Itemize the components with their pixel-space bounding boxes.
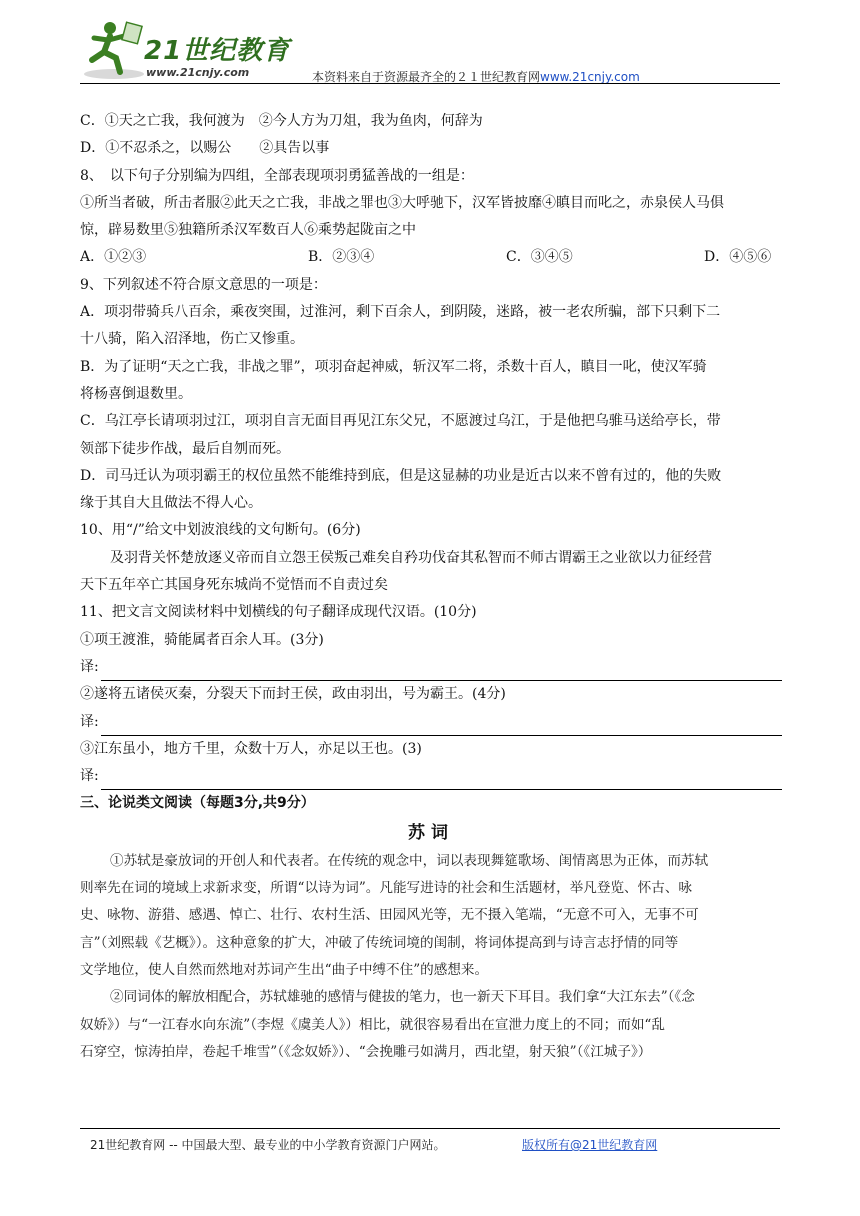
q8-option-d: D．④⑤⑥ [704,249,772,266]
q10-stem: 10、用“/”给文中划波浪线的文句断句。(6分) [80,522,361,539]
logo-url: www.21cnjy.com [146,66,250,79]
article-paragraph-1: ①苏轼是豪放词的开创人和代表者。在传统的观念中，词以表现舞筵歌场、闺情离思为正体，而苏轼 [110,852,709,869]
q11-sentence-2: ②遂将五诸侯灭秦，分裂天下而封王侯，政由羽出，号为霸王。(4分) [80,686,506,703]
q8-stem: 8、 以下句子分别编为四组，全部表现项羽勇猛善战的一组是： [80,167,474,184]
q11-answer-1[interactable] [80,654,782,681]
q8-text-line: 惊，辟易数里⑤独籍所杀汉军数百人⑥乘势起陇亩之中 [80,222,416,239]
q10-passage-cont: 天下五年卒亡其国身死东城尚不觉悟而不自责过矣 [80,577,388,594]
runner-logo-icon [80,18,150,82]
header-note-link[interactable]: www.21cnjy.com [540,70,640,84]
q9-option-d: D．司马迁认为项羽霸王的权位虽然不能维持到底，但是这显赫的功业是近古以来不曾有过的，他的失败 [80,467,722,484]
header-note-text: 本资料来自于资源最齐全的２１世纪教育网 [312,70,541,84]
q11-answer-3[interactable] [80,763,782,790]
article-paragraph-2-cont: 石穿空，惊涛拍岸，卷起千堆雪”（《念奴娇》）、“会挽雕弓如满月，西北望，射天狼”（《江城子》） [80,1043,652,1060]
answer-blank[interactable] [101,771,782,790]
article-paragraph-1-cont: 史、咏物、游猎、感遇、悼亡、壮行、农村生活、田园风光等，无不摄入笔端，“无意不可入，无事不可 [80,907,699,924]
article-paragraph-2: ②同词体的解放相配合，苏轼雄驰的感情与健拔的笔力，也一新天下耳目。我们拿“大江东去”（《念 [110,989,695,1006]
logo-wordmark: 21世纪教育 [144,36,291,66]
section-3-title: 三、论说类文阅读（每题3分,共9分） [80,795,315,812]
page-footer [90,1136,658,1153]
q9-option-a: A．项羽带骑兵八百余，乘夜突围，过淮河，剩下百余人，到阴陵，迷路，被一老农所骗，部下只剩下二 [80,304,721,321]
answer-label: 译: [80,768,99,785]
answer-blank[interactable] [101,662,782,681]
q10-passage: 及羽背关怀楚放逐义帝而自立怨王侯叛己难矣自矜功伐奋其私智而不师古谓霸王之业欲以力征经营 [110,549,712,566]
q11-answer-2[interactable] [80,709,782,736]
answer-label: 译: [80,658,99,675]
answer-label: 译: [80,713,99,730]
document-body [80,108,782,1066]
q8-option-b: B．②③④ [308,249,375,266]
q8-text-line: ①所当者破，所击者服②此天之亡我，非战之罪也③大呼驰下，汉军皆披靡④瞋目而叱之，赤泉侯人马俱 [80,194,724,211]
q8-option-a: A．①②③ [80,249,147,266]
footer-divider [80,1128,780,1129]
q9-option-d-cont: 缘于其自大且做法不得人心。 [80,495,262,512]
header-divider [80,83,780,84]
site-logo [80,18,300,84]
q9-option-c-cont: 领部下徒步作战，最后自刎而死。 [80,440,290,457]
q7-option-c: C．①天之亡我，我何渡为 ②今人方为刀俎，我为鱼肉，何辞为 [80,113,483,129]
article-paragraph-2-cont: 奴娇》）与“一江春水向东流”（李煜《虞美人》）相比，就很容易看出在宣泄力度上的不同；而如“乱 [80,1016,665,1033]
footer-copyright-link[interactable]: 版权所有@21世纪教育网 [522,1138,658,1152]
q9-option-a-cont: 十八骑，陷入沼泽地，伤亡又惨重。 [80,331,304,348]
q9-stem: 9、下列叙述不符合原文意思的一项是： [80,276,327,293]
q11-sentence-1: ①项王渡淮，骑能属者百余人耳。(3分) [80,631,324,648]
footer-text: 21世纪教育网 -- 中国最大型、最专业的中小学教育资源门户网站。 [90,1138,446,1152]
q8-option-c: C．③④⑤ [506,249,573,266]
article-paragraph-1-cont: 言”（刘熙载《艺概》）。这种意象的扩大，冲破了传统词境的闺制，将词体提高到与诗言志抒情的同等 [80,934,679,951]
q11-stem: 11、把文言文阅读材料中划横线的句子翻译成现代汉语。(10分) [80,604,477,621]
q11-sentence-3: ③江东虽小，地方千里，众数十万人，亦足以王也。(3) [80,740,422,757]
q7-option-d: D．①不忍杀之，以赐公 ②具告以事 [80,140,330,157]
q9-option-b: B．为了证明“天之亡我，非战之罪”，项羽奋起神威，斩汉军二将，杀数十百人，瞋目一叱，使汉军骑 [80,358,707,375]
answer-blank[interactable] [101,717,782,736]
article-paragraph-1-cont: 则率先在词的境域上求新求变，所谓“以诗为词”。凡能写进诗的社会和生活题材，举凡登览、怀古、咏 [80,880,693,897]
article-title: 苏词 [408,822,454,843]
q9-option-b-cont: 将杨喜倒退数里。 [80,385,192,402]
article-paragraph-1-cont: 文学地位，使人自然而然地对苏词产生出“曲子中缚不住”的感想来。 [80,961,489,978]
page-header [80,18,780,86]
q9-option-c: C．乌江亭长请项羽过江，项羽自言无面目再见江东父兄，不愿渡过乌江，于是他把乌骓马送给亭长，带 [80,413,721,430]
q8-options [80,244,782,271]
